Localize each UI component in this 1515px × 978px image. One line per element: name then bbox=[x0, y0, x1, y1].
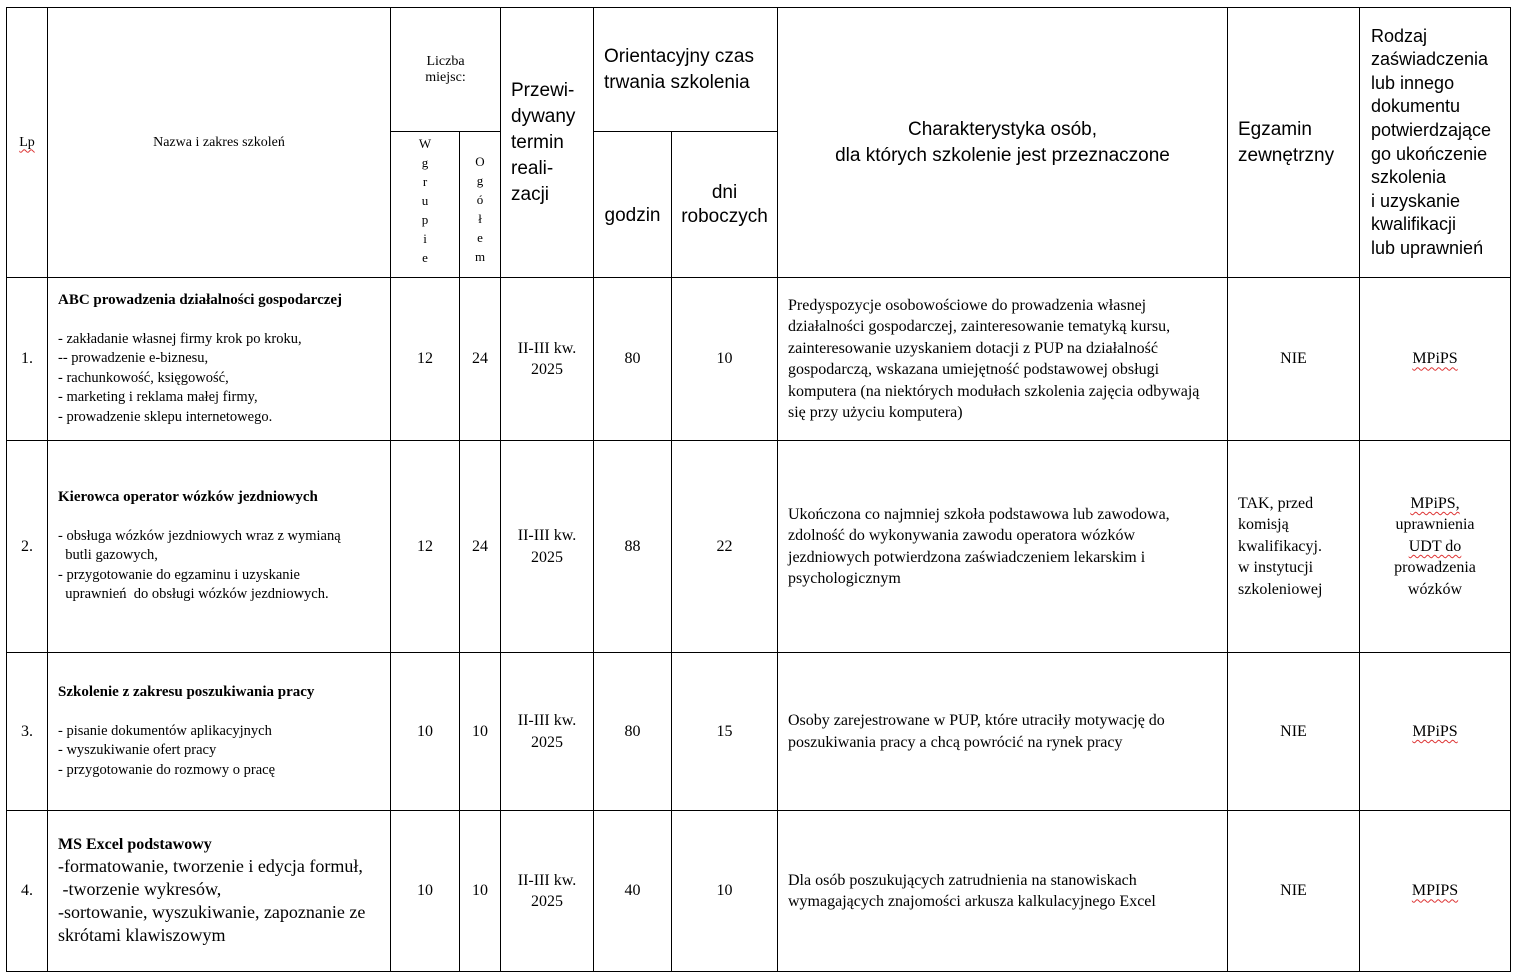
document-line bbox=[1360, 536, 1510, 558]
header-line: i uzyskanie bbox=[1371, 190, 1461, 211]
exam-line: kwalifikacyj. bbox=[1238, 537, 1322, 555]
header-line: roboczych bbox=[681, 205, 768, 227]
row-lp: 4. bbox=[7, 811, 48, 972]
training-scope-item: - przygotowanie do rozmowy o pracę bbox=[58, 761, 276, 778]
header-name: Nazwa i zakres szkoleń bbox=[48, 8, 391, 278]
header-line: termin bbox=[511, 131, 564, 153]
training-scope-item: - zakładanie własnej firmy krok po kroku, bbox=[58, 330, 302, 347]
row-term bbox=[501, 811, 594, 972]
header-lp: Lp bbox=[7, 8, 48, 278]
header-places: Liczba miejsc: bbox=[391, 8, 501, 132]
row-lp: 2. bbox=[7, 441, 48, 653]
header-line: Rodzaj bbox=[1371, 25, 1428, 46]
header-document bbox=[1360, 8, 1511, 278]
header-line: zaświadczenia bbox=[1371, 49, 1489, 70]
row-hours: 80 bbox=[594, 278, 672, 441]
row-name bbox=[48, 811, 391, 972]
row-hours: 40 bbox=[594, 811, 672, 972]
training-scope-item: - przygotowanie do egzaminu i uzyskanie bbox=[58, 566, 300, 583]
row-hours: 88 bbox=[594, 441, 672, 653]
row-in-group: 12 bbox=[391, 278, 460, 441]
row-characteristics: Osoby zarejestrowane w PUP, które utraciły motywację do poszukiwania pracy a chcą powrócić na rynek pracy bbox=[778, 653, 1228, 811]
header-line: potwierdzające bbox=[1371, 119, 1492, 140]
header-line: ó bbox=[476, 192, 484, 207]
table-row bbox=[7, 278, 1511, 441]
training-scope-item: -sortowanie, wyszukiwanie, zapoznanie ze skrótami klawiszowym bbox=[58, 901, 370, 945]
row-days: 10 bbox=[672, 811, 778, 972]
header-line: Przewi- bbox=[511, 79, 575, 101]
exam-line: w instytucji bbox=[1238, 559, 1314, 577]
header-in-group bbox=[391, 132, 460, 278]
row-term bbox=[501, 278, 594, 441]
row-document bbox=[1360, 653, 1511, 811]
term-line: II-III kw. bbox=[517, 527, 577, 544]
training-title: MS Excel podstawowy bbox=[58, 836, 212, 854]
term-line: 2025 bbox=[531, 548, 563, 566]
training-scope-item: - wyszukiwanie ofert pracy bbox=[58, 742, 217, 758]
document-line-text: MPiPS bbox=[1412, 350, 1458, 368]
row-exam bbox=[1228, 278, 1360, 441]
exam-line: TAK, przed bbox=[1238, 494, 1314, 512]
header-line: kwalifikacji bbox=[1371, 214, 1457, 235]
table-row bbox=[7, 653, 1511, 811]
document-line: wózków bbox=[1407, 580, 1463, 598]
training-scope-item: - pisanie dokumentów aplikacyjnych bbox=[58, 722, 272, 739]
header-line: e bbox=[477, 230, 483, 245]
document-line: uprawnienia bbox=[1395, 516, 1475, 534]
document-line: prowadzenia bbox=[1394, 559, 1476, 577]
row-in-group: 10 bbox=[391, 653, 460, 811]
document-line-text: MPIPS bbox=[1411, 882, 1459, 900]
term-line: 2025 bbox=[531, 733, 563, 751]
exam-line: NIE bbox=[1280, 722, 1307, 740]
header-line: lub uprawnień bbox=[1371, 237, 1484, 258]
header-term bbox=[501, 8, 594, 278]
row-characteristics: Dla osób poszukujących zatrudnienia na stanowiskach wymagających znajomości arkusza kalkulacyjnego Excel bbox=[778, 811, 1228, 972]
header-line: Charakterystyka osób, bbox=[907, 118, 1098, 140]
document-line-text: MPiPS bbox=[1412, 722, 1458, 740]
row-in-group: 12 bbox=[391, 441, 460, 653]
training-scope-item: -tworzenie wykresów, bbox=[58, 878, 222, 899]
document-line-text: UDT do bbox=[1408, 537, 1462, 555]
header-line: p bbox=[421, 212, 429, 227]
row-term bbox=[501, 441, 594, 653]
training-title: Szkolenie z zakresu poszukiwania pracy bbox=[58, 684, 315, 700]
training-scope-item: butli gazowych, bbox=[58, 547, 158, 564]
header-line: reali- bbox=[511, 157, 554, 179]
row-document bbox=[1360, 278, 1511, 441]
header-duration: Orientacyjny czas trwania szkolenia bbox=[594, 8, 778, 132]
row-term bbox=[501, 653, 594, 811]
header-line: i bbox=[423, 231, 427, 246]
exam-line: NIE bbox=[1280, 350, 1307, 367]
header-line: go ukończenie bbox=[1371, 143, 1488, 164]
training-scope-item: -formatowanie, tworzenie i edycja formuł, bbox=[58, 855, 363, 876]
term-line: 2025 bbox=[531, 893, 563, 910]
header-line: zewnętrzny bbox=[1238, 144, 1335, 166]
row-exam bbox=[1228, 653, 1360, 811]
training-title: ABC prowadzenia działalności gospodarczej bbox=[58, 292, 343, 308]
row-lp: 3. bbox=[7, 653, 48, 811]
header-line: u bbox=[421, 193, 429, 208]
header-line: dni bbox=[711, 181, 738, 203]
row-days: 22 bbox=[672, 441, 778, 653]
document-line bbox=[1360, 493, 1510, 515]
row-characteristics: Predyspozycje osobowościowe do prowadzenia własnej działalności gospodarczej, zainteresowanie tematyką kursu, zainteresowanie uzyskaniem dotacji z PUP na działalność gospodarczą, wskazana umiejętność podstawowej obsługi komputera (na niektórych modułach szkolenia zajęcia odbywają się przy użyciu komputera) bbox=[778, 278, 1228, 441]
training-scope-item: uprawnień do obsługi wózków jezdniowych. bbox=[58, 586, 329, 603]
row-in-group: 10 bbox=[391, 811, 460, 972]
term-line: II-III kw. bbox=[517, 339, 577, 357]
training-scope-item: - prowadzenie sklepu internetowego. bbox=[58, 408, 273, 425]
term-line: II-III kw. bbox=[517, 871, 577, 889]
table-row bbox=[7, 441, 1511, 653]
row-name bbox=[48, 653, 391, 811]
exam-line: komisją bbox=[1238, 516, 1289, 534]
training-table bbox=[6, 7, 1511, 972]
row-characteristics: Ukończona co najmniej szkoła podstawowa lub zawodowa, zdolność do wykonywania zawodu operatora wózków jezdniowych potwierdzona zaświadczeniem lekarskim i psychologicznym bbox=[778, 441, 1228, 653]
header-line: zacji bbox=[511, 183, 550, 205]
header-line: g bbox=[421, 155, 429, 170]
row-name bbox=[48, 441, 391, 653]
header-line: dla których szkolenie jest przeznaczone bbox=[835, 144, 1170, 166]
header-line: W bbox=[418, 136, 432, 151]
training-scope-item: - rachunkowość, księgowość, bbox=[58, 369, 229, 386]
row-document bbox=[1360, 811, 1511, 972]
table-row bbox=[7, 811, 1511, 972]
row-exam bbox=[1228, 441, 1360, 653]
row-total: 24 bbox=[460, 441, 501, 653]
exam-line: NIE bbox=[1280, 882, 1307, 899]
training-scope-item: -- prowadzenie e-biznesu, bbox=[58, 350, 209, 366]
row-total: 10 bbox=[460, 653, 501, 811]
header-line: ł bbox=[478, 211, 482, 226]
document-line bbox=[1360, 348, 1510, 370]
exam-line: szkoleniowej bbox=[1238, 580, 1323, 598]
header-line: Egzamin bbox=[1238, 118, 1312, 140]
header-line: g bbox=[476, 173, 484, 188]
row-total: 10 bbox=[460, 811, 501, 972]
document-line-text: MPiPS, bbox=[1410, 494, 1460, 512]
row-days: 10 bbox=[672, 278, 778, 441]
row-total: 24 bbox=[460, 278, 501, 441]
term-line: II-III kw. bbox=[517, 712, 577, 729]
header-line: lub innego bbox=[1371, 72, 1455, 93]
header-line: dywany bbox=[511, 105, 576, 127]
document-line bbox=[1360, 721, 1510, 743]
header-characteristics bbox=[778, 8, 1228, 278]
header-hours: godzin bbox=[594, 132, 672, 278]
header-line: r bbox=[422, 174, 428, 189]
term-line: 2025 bbox=[531, 361, 563, 378]
header-exam bbox=[1228, 8, 1360, 278]
header-line: dokumentu bbox=[1371, 96, 1461, 117]
row-lp: 1. bbox=[7, 278, 48, 441]
header-line: e bbox=[422, 250, 428, 265]
row-exam bbox=[1228, 811, 1360, 972]
document-line bbox=[1360, 880, 1510, 902]
header-line: m bbox=[474, 249, 486, 264]
row-hours: 80 bbox=[594, 653, 672, 811]
training-scope-item: - marketing i reklama małej firmy, bbox=[58, 389, 258, 405]
header-total bbox=[460, 132, 501, 278]
training-title: Kierowca operator wózków jezdniowych bbox=[58, 489, 318, 506]
header-days bbox=[672, 132, 778, 278]
header-line: szkolenia bbox=[1371, 167, 1447, 188]
row-name bbox=[48, 278, 391, 441]
header-line: O bbox=[475, 154, 485, 169]
training-scope-item: - obsługa wózków jezdniowych wraz z wymianą bbox=[58, 527, 341, 544]
row-days: 15 bbox=[672, 653, 778, 811]
row-document bbox=[1360, 441, 1511, 653]
